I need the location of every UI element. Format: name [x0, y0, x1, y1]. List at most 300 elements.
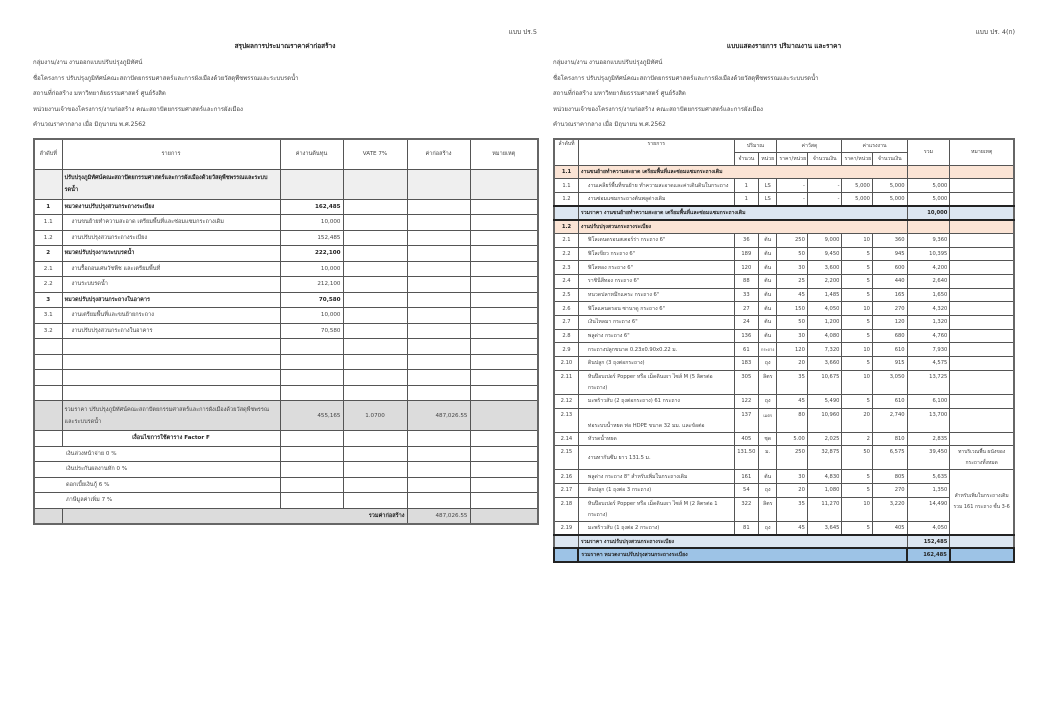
- row-remark: [950, 179, 1014, 193]
- empty-cell: [470, 339, 538, 355]
- row-material-total: 4,050: [807, 302, 842, 316]
- row-number: 2.2: [554, 247, 578, 261]
- empty-cell: [470, 508, 538, 524]
- row-remark: [470, 215, 538, 231]
- row-vat: [343, 261, 407, 277]
- factor-item-row: [34, 493, 538, 509]
- row-remark: [950, 370, 1014, 394]
- header-item: รายการ: [62, 139, 280, 169]
- row-description: งานขนย้ายทำความสะอาด เตรียมพื้นที่และซ่อมแซมกระถางเดิม: [62, 215, 280, 231]
- boq-item-row: [554, 394, 1014, 408]
- row-unit: ต้น: [759, 288, 777, 302]
- empty-cell: [554, 206, 578, 220]
- total-row: [34, 401, 538, 431]
- row-remark: [470, 261, 538, 277]
- row-material-unit-price: 20: [777, 357, 808, 371]
- row-description: หนวดปลาหมึกแคระ กระถาง 6": [578, 288, 734, 302]
- row-labor-total: 610: [872, 343, 907, 357]
- row-description: งานระบบรดน้ำ: [62, 277, 280, 293]
- row-cost: 70,580: [280, 323, 343, 339]
- row-sum: 13,700: [907, 408, 950, 432]
- header-remark: หมายเหตุ: [950, 139, 1014, 165]
- final-total-value: 487,026.55: [407, 508, 470, 524]
- empty-cell: [950, 206, 1014, 220]
- row-material-total: 4,080: [807, 329, 842, 343]
- row-labor-total: 3,050: [872, 370, 907, 394]
- category-total-row-label: รวมราคา หมวดงานปรับปรุงสวนกระถางระเบียง: [578, 548, 907, 562]
- meta-calc-date: คำนวณราคากลาง เมื่อ มิถุนายน พ.ศ.2562: [553, 121, 666, 129]
- row-number: 2.9: [554, 343, 578, 357]
- row-material-total: -: [807, 179, 842, 193]
- row-quantity: 81: [734, 521, 758, 535]
- row-description: หัวรดน้ำหยด: [578, 432, 734, 446]
- header-item: รายการ: [578, 139, 734, 165]
- row-quantity: 122: [734, 394, 758, 408]
- empty-cell: [343, 493, 407, 509]
- table-header-row: [34, 139, 538, 169]
- row-cost: 212,100: [280, 277, 343, 293]
- factor-item-row: [34, 477, 538, 493]
- factor-item: ดอกเบี้ยเงินกู้ 6 %: [34, 477, 280, 493]
- empty-cell: [280, 431, 343, 447]
- row-material-total: 1,485: [807, 288, 842, 302]
- row-labor-total: 2,740: [872, 408, 907, 432]
- row-material-total: 1,200: [807, 316, 842, 330]
- meta-owner: หน่วยงานเจ้าของโครงการ/งานก่อสร้าง คณะสถาปัตยกรรมศาสตร์และการผังเมือง: [33, 105, 243, 113]
- row-sum: 5,635: [907, 470, 950, 484]
- row-material-unit-price: -: [777, 179, 808, 193]
- row-description: งานเคลียร์พื้นที่ขนย้าย ทำความสะอาดและค่าเดินดินในกระถาง: [578, 179, 734, 193]
- row-cost: 222,100: [280, 246, 343, 262]
- row-labor-total: 165: [872, 288, 907, 302]
- row-remark: [950, 394, 1014, 408]
- boq-item-row: [554, 233, 1014, 247]
- row-labor-unit-price: 50: [842, 446, 873, 470]
- row-remark: [470, 277, 538, 293]
- row-description: หมวดปรับปรุงงานระบบรดน้ำ: [62, 246, 280, 262]
- empty-cell: [907, 220, 950, 234]
- row-sum: 13,725: [907, 370, 950, 394]
- empty-cell: [470, 477, 538, 493]
- header-labor-group: ค่าแรงงาน: [842, 139, 907, 152]
- meta-project-name: ชื่อโครงการ ปรับปรุงภูมิทัศน์คณะสถาปัตยกรรมศาสตร์และการผังเมืองด้วยวัสดุพืชพรรณและระบบรดน้ำ: [33, 74, 299, 82]
- row-vat: [343, 246, 407, 262]
- section-subtotal-row-label: รวมราคา งานปรับปรุงสวนกระถางระเบียง: [578, 535, 907, 549]
- row-sum: 4,575: [907, 357, 950, 371]
- empty-cell: [34, 401, 62, 431]
- form-code: แบบ ปร. 4(ก): [975, 28, 1015, 36]
- row-number: 2.11: [554, 370, 578, 394]
- factor-heading: เงื่อนไขการใช้ตาราง Factor F: [62, 431, 280, 447]
- empty-cell: [470, 354, 538, 370]
- empty-row: [34, 385, 538, 401]
- row-quantity: 1: [734, 192, 758, 206]
- row-labor-unit-price: 5: [842, 288, 873, 302]
- row-number: 2.4: [554, 275, 578, 289]
- row-material-unit-price: 50: [777, 247, 808, 261]
- row-quantity: 136: [734, 329, 758, 343]
- row-description: หินป๊อบเปอร์ Popper หรือ เม็ดดินเผา ไซส์ M (5 ลิตรต่อกระถาง): [578, 370, 734, 394]
- row-sum: 9,360: [907, 233, 950, 247]
- row-labor-unit-price: 10: [842, 343, 873, 357]
- empty-cell: [950, 165, 1014, 179]
- row-remark: [950, 343, 1014, 357]
- row-construction: [407, 261, 470, 277]
- row-unit: ม.: [759, 446, 777, 470]
- row-remark: [950, 357, 1014, 371]
- row-unit: LS: [759, 179, 777, 193]
- boq-item-row: [554, 446, 1014, 470]
- row-construction: [407, 215, 470, 231]
- summary-table: [33, 138, 539, 525]
- empty-cell: [407, 431, 470, 447]
- row-construction: [407, 308, 470, 324]
- row-number: 3.1: [34, 308, 62, 324]
- row-material-unit-price: 30: [777, 470, 808, 484]
- row-cost: 10,000: [280, 308, 343, 324]
- empty-cell: [470, 385, 538, 401]
- factor-heading-row: [34, 431, 538, 447]
- row-number: 2.19: [554, 521, 578, 535]
- total-factor: 1.0700: [343, 401, 407, 431]
- row-material-unit-price: 35: [777, 497, 808, 521]
- row-remark: [950, 233, 1014, 247]
- project-meta: [553, 57, 819, 135]
- row-number: 2.2: [34, 277, 62, 293]
- row-labor-unit-price: 5: [842, 483, 873, 497]
- row-sum: 7,930: [907, 343, 950, 357]
- row-number: 1.1: [554, 179, 578, 193]
- header-vat: VATE 7%: [343, 139, 407, 169]
- empty-cell: [62, 354, 280, 370]
- row-material-unit-price: 120: [777, 343, 808, 357]
- boq-item-row: [554, 288, 1014, 302]
- meta-work-group: กลุ่มงาน/งาน งานออกแบบปรับปรุงภูมิทัศน์: [553, 59, 663, 66]
- row-number: 2: [34, 246, 62, 262]
- header-quantity-group: ปริมาณ: [734, 139, 777, 152]
- empty-cell: [34, 385, 62, 401]
- row-labor-total: 120: [872, 316, 907, 330]
- row-quantity: 405: [734, 432, 758, 446]
- row-material-unit-price: 50: [777, 316, 808, 330]
- row-labor-unit-price: 5: [842, 470, 873, 484]
- boq-item-row: [554, 357, 1014, 371]
- header-cost: ค่างานต้นทุน: [280, 139, 343, 169]
- row-material-unit-price: 250: [777, 446, 808, 470]
- total-construction: 487,026.55: [407, 401, 470, 431]
- row-vat: [343, 308, 407, 324]
- row-labor-unit-price: 5: [842, 329, 873, 343]
- row-quantity: 131.50: [734, 446, 758, 470]
- row-unit: ลิตร: [759, 370, 777, 394]
- empty-cell: [407, 370, 470, 386]
- boq-table: [553, 138, 1015, 563]
- row-material-unit-price: 45: [777, 288, 808, 302]
- item-row: [34, 230, 538, 246]
- row-material-total: 32,875: [807, 446, 842, 470]
- row-vat: [343, 215, 407, 231]
- empty-cell: [34, 431, 62, 447]
- row-material-total: 9,000: [807, 233, 842, 247]
- row-number: 2.7: [554, 316, 578, 330]
- final-total-label: รวมค่าก่อสร้าง: [62, 508, 407, 524]
- header-no: ลำดับที่: [34, 139, 62, 169]
- row-material-unit-price: 250: [777, 233, 808, 247]
- row-cost: 152,485: [280, 230, 343, 246]
- row-material-unit-price: 5.00: [777, 432, 808, 446]
- row-number: 2.18: [554, 497, 578, 521]
- row-description: ดินปลูก (1 ถุงต่อ 3 กระถาง): [578, 483, 734, 497]
- empty-cell: [407, 462, 470, 478]
- header-material-unit-price: ราคา/หน่วย: [777, 152, 808, 165]
- row-number: 1.1: [34, 215, 62, 231]
- row-sum: 14,490: [907, 497, 950, 521]
- row-labor-unit-price: 10: [842, 302, 873, 316]
- row-remark: [950, 408, 1014, 432]
- row-cost: 162,485: [280, 199, 343, 215]
- row-number: 3: [34, 292, 62, 308]
- boq-item-row: [554, 275, 1014, 289]
- row-labor-total: 405: [872, 521, 907, 535]
- empty-row: [34, 339, 538, 355]
- row-material-total: 5,490: [807, 394, 842, 408]
- total-label: รวมราคา ปรับปรุงภูมิทัศน์คณะสถาปัตยกรรมศาสตร์และการผังเมืองด้วยวัสดุพืชพรรณและระบบรดน้ำ: [62, 401, 280, 431]
- empty-cell: [280, 446, 343, 462]
- row-number: 1: [34, 199, 62, 215]
- row-remark: [950, 432, 1014, 446]
- row-cost: 10,000: [280, 261, 343, 277]
- row-labor-unit-price: 10: [842, 233, 873, 247]
- meta-owner: หน่วยงานเจ้าของโครงการ/งานก่อสร้าง คณะสถาปัตยกรรมศาสตร์และการผังเมือง: [553, 105, 763, 113]
- row-material-unit-price: 30: [777, 261, 808, 275]
- empty-cell: [470, 462, 538, 478]
- row-material-unit-price: 150: [777, 302, 808, 316]
- row-remark: [950, 329, 1014, 343]
- boq-item-row: [554, 432, 1014, 446]
- row-description: ฟิโลเดนดรอนสเตอร์ร่า กระถาง 6": [578, 233, 734, 247]
- row-labor-unit-price: 10: [842, 497, 873, 521]
- empty-cell: [280, 370, 343, 386]
- row-labor-unit-price: 5: [842, 521, 873, 535]
- row-number: 2.6: [554, 302, 578, 316]
- boq-item-row: [554, 470, 1014, 484]
- row-labor-unit-price: 20: [842, 408, 873, 432]
- row-quantity: 183: [734, 357, 758, 371]
- row-number: 2.14: [554, 432, 578, 446]
- item-row: [34, 308, 538, 324]
- document-title: แบบแสดงรายการ ปริมาณงาน และราคา: [726, 42, 842, 50]
- empty-cell: [343, 431, 407, 447]
- row-remark: ทาบริเวณพื้น ผนังของกระถางทั้งหมด: [950, 446, 1014, 470]
- empty-cell: [343, 462, 407, 478]
- empty-cell: [950, 220, 1014, 234]
- category-row: [34, 199, 538, 215]
- row-material-total: 3,660: [807, 357, 842, 371]
- empty-cell: [470, 401, 538, 431]
- row-quantity: 33: [734, 288, 758, 302]
- boq-item-row: [554, 408, 1014, 432]
- row-description: เงินไหลมา กระถาง 6": [578, 316, 734, 330]
- row-quantity: 189: [734, 247, 758, 261]
- header-qty: จำนวน: [734, 152, 758, 165]
- header-labor-unit-price: ราคา/หน่วย: [842, 152, 873, 165]
- row-description: งานปรับปรุงสวนกระถางในอาคาร: [62, 323, 280, 339]
- empty-cell: [554, 535, 578, 549]
- empty-cell: [343, 339, 407, 355]
- row-description: ฟิโลทอง กระถาง 6": [578, 261, 734, 275]
- row-remark: [950, 192, 1014, 206]
- row-quantity: 322: [734, 497, 758, 521]
- meta-project-name: ชื่อโครงการ ปรับปรุงภูมิทัศน์คณะสถาปัตยกรรมศาสตร์และการผังเมืองด้วยวัสดุพืชพรรณและระบบรดน้ำ: [553, 74, 819, 82]
- empty-cell: [280, 354, 343, 370]
- row-unit: ถุง: [759, 483, 777, 497]
- empty-row: [34, 354, 538, 370]
- row-unit: ลิตร: [759, 497, 777, 521]
- empty-cell: [950, 548, 1014, 562]
- row-number: 2.15: [554, 446, 578, 470]
- row-labor-total: 5,000: [872, 179, 907, 193]
- section-subtotal-row-value: 152,485: [907, 535, 950, 549]
- row-construction: [407, 230, 470, 246]
- row-number: 2.3: [554, 261, 578, 275]
- row-quantity: 137: [734, 408, 758, 432]
- row-labor-total: 440: [872, 275, 907, 289]
- boq-item-row: [554, 302, 1014, 316]
- empty-cell: [407, 477, 470, 493]
- form-code: แบบ ปร.5: [508, 28, 537, 36]
- row-description: หมวดงานปรับปรุงสวนกระถางระเบียง: [62, 199, 280, 215]
- row-construction: [407, 199, 470, 215]
- row-construction: [407, 292, 470, 308]
- row-remark: [950, 316, 1014, 330]
- row-unit: ต้น: [759, 275, 777, 289]
- section-header-row: [554, 165, 1014, 179]
- row-description: พลูด่าง กระถาง 8" สำหรับเพิ่มในกระถางเดิม: [578, 470, 734, 484]
- row-material-unit-price: -: [777, 192, 808, 206]
- row-remark: [470, 308, 538, 324]
- row-unit: ต้น: [759, 302, 777, 316]
- empty-cell: [343, 446, 407, 462]
- boq-item-row: [554, 483, 1014, 497]
- row-description: กระถางปลูกขนาด 0.23x0.90x0.22 ม.: [578, 343, 734, 357]
- row-material-unit-price: 45: [777, 394, 808, 408]
- row-labor-total: 3,220: [872, 497, 907, 521]
- row-number: 3.2: [34, 323, 62, 339]
- row-material-unit-price: 45: [777, 521, 808, 535]
- row-labor-unit-price: 5,000: [842, 179, 873, 193]
- row-construction: [407, 277, 470, 293]
- row-material-total: 1,080: [807, 483, 842, 497]
- row-labor-total: 6,575: [872, 446, 907, 470]
- empty-cell: [34, 508, 62, 524]
- row-unit: ถุง: [759, 357, 777, 371]
- category-total-row-value: 162,485: [907, 548, 950, 562]
- empty-cell: [407, 446, 470, 462]
- row-labor-unit-price: 5: [842, 394, 873, 408]
- shared-remark: สำหรับเพิ่มในกระถางเดิม รวม 161 กระถาง ชั้น 3-6: [950, 470, 1014, 535]
- row-labor-total: 5,000: [872, 192, 907, 206]
- row-unit: ต้น: [759, 470, 777, 484]
- row-sum: 1,320: [907, 316, 950, 330]
- row-remark: [470, 292, 538, 308]
- empty-cell: [34, 354, 62, 370]
- row-quantity: 27: [734, 302, 758, 316]
- boq-item-row: [554, 343, 1014, 357]
- row-labor-unit-price: 5: [842, 316, 873, 330]
- row-material-total: 10,675: [807, 370, 842, 394]
- boq-item-row: [554, 497, 1014, 521]
- row-remark: [950, 247, 1014, 261]
- row-sum: 4,760: [907, 329, 950, 343]
- row-number: 2.13: [554, 408, 578, 432]
- row-description: พลูด่าง กระถาง 6": [578, 329, 734, 343]
- section-number: 1.1: [554, 165, 578, 179]
- row-labor-unit-price: 5: [842, 247, 873, 261]
- boq-item-row: [554, 179, 1014, 193]
- total-cost: 455,165: [280, 401, 343, 431]
- row-quantity: 61: [734, 343, 758, 357]
- empty-cell: [280, 462, 343, 478]
- row-description: งานปรับปรุงสวนกระถางระเบียง: [62, 230, 280, 246]
- row-sum: 5,000: [907, 179, 950, 193]
- row-remark: [950, 261, 1014, 275]
- row-material-unit-price: 20: [777, 483, 808, 497]
- row-quantity: 24: [734, 316, 758, 330]
- row-number: 2.1: [34, 261, 62, 277]
- row-description: งานทากันซึม ยาว 131.5 ม.: [578, 446, 734, 470]
- row-remark: [950, 302, 1014, 316]
- section-header-row: [554, 220, 1014, 234]
- boq-item-row: [554, 261, 1014, 275]
- row-vat: [343, 230, 407, 246]
- row-labor-unit-price: 5: [842, 261, 873, 275]
- row-material-total: 7,320: [807, 343, 842, 357]
- row-material-total: 2,200: [807, 275, 842, 289]
- header-labor-total: จำนวนเงิน: [872, 152, 907, 165]
- row-number: 2.16: [554, 470, 578, 484]
- row-number: 2.8: [554, 329, 578, 343]
- boq-item-row: [554, 316, 1014, 330]
- empty-cell: [407, 354, 470, 370]
- row-unit: ชุด: [759, 432, 777, 446]
- row-remark: [950, 288, 1014, 302]
- row-cost: 70,580: [280, 292, 343, 308]
- project-name-cell: ปรับปรุงภูมิทัศน์คณะสถาปัตยกรรมศาสตร์และการผังเมืองด้วยวัสดุพืชพรรณและระบบรดน้ำ: [62, 169, 280, 199]
- row-labor-total: 360: [872, 233, 907, 247]
- empty-cell: [343, 354, 407, 370]
- row-number: 2.5: [554, 288, 578, 302]
- section-subtotal-row-value: 10,000: [907, 206, 950, 220]
- row-sum: 10,395: [907, 247, 950, 261]
- row-quantity: 161: [734, 470, 758, 484]
- header-no: ลำดับที่: [554, 139, 578, 165]
- empty-cell: [62, 370, 280, 386]
- row-labor-total: 610: [872, 394, 907, 408]
- row-vat: [343, 323, 407, 339]
- row-number: 2.17: [554, 483, 578, 497]
- empty-cell: [470, 431, 538, 447]
- section-title: งานปรับปรุงสวนกระถางระเบียง: [578, 220, 907, 234]
- header-construction: ค่าก่อสร้าง: [407, 139, 470, 169]
- factor-item: เงินประกันผลงานหัก 0 %: [34, 462, 280, 478]
- category-row: [34, 292, 538, 308]
- category-total-row: [554, 548, 1014, 562]
- empty-cell: [280, 477, 343, 493]
- boq-item-row: [554, 329, 1014, 343]
- row-description: ท่อระบบน้ำหยด ท่อ HDPE ขนาด 32 มม. และข้อต่อ: [578, 408, 734, 432]
- factor-item-row: [34, 446, 538, 462]
- empty-row: [34, 370, 538, 386]
